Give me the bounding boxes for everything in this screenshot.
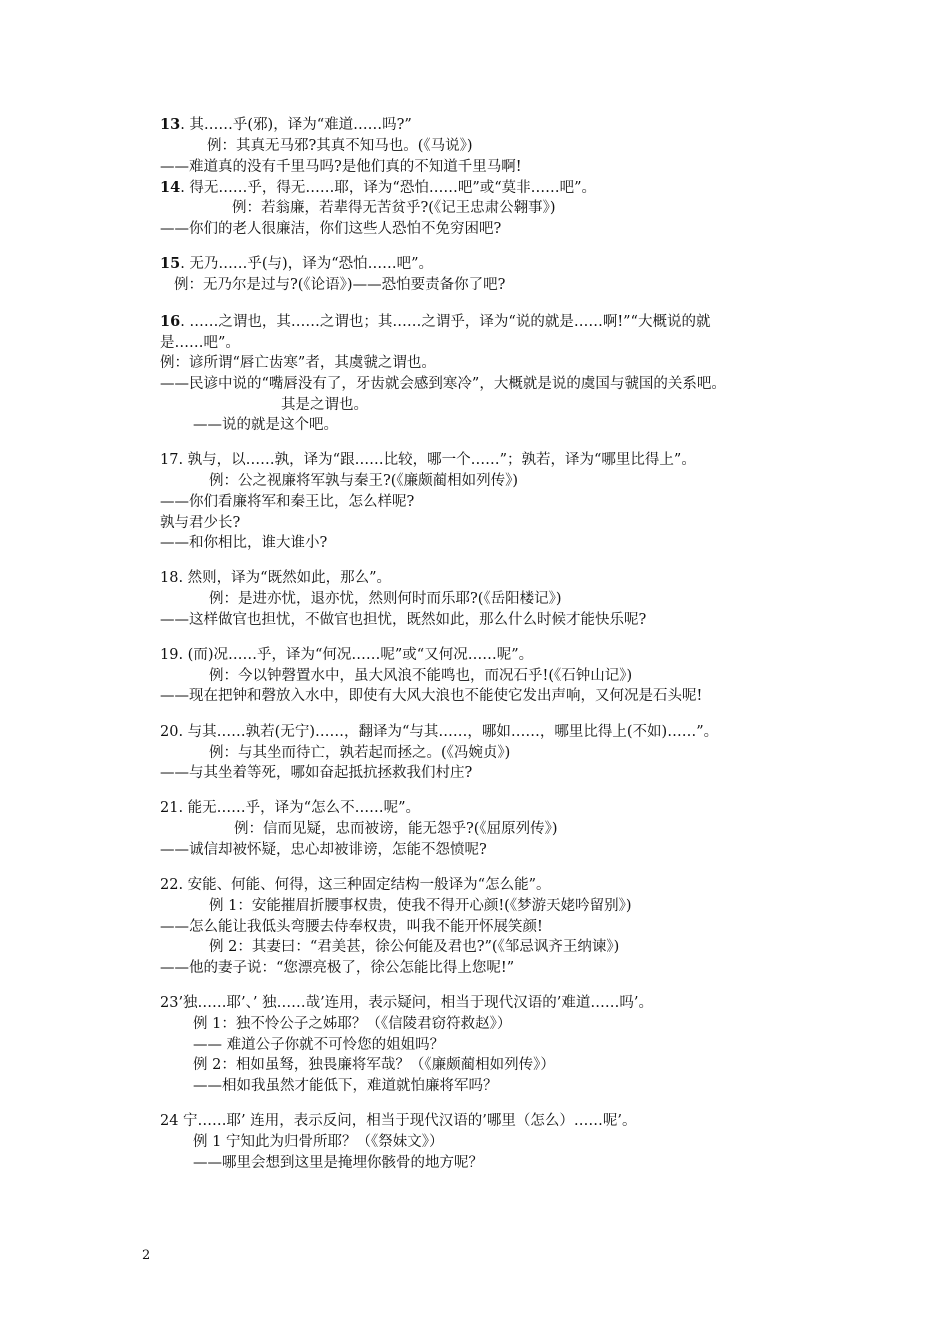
item-14-heading: 14. 得无……乎，得无……耶，译为“恐怕……吧”或“莫非……吧”。 [160, 179, 597, 196]
example-line: 例：公之视廉将军孰与秦王?(《廉颇蔺相如列传》) [209, 473, 519, 489]
example-line: 例：其真无马邪?其真不知马也。(《马说》) [207, 138, 473, 154]
item-16-heading: 16. ……之谓也，其……之谓也；其……之谓乎，译为“说的就是……啊!”“大概说的就 [160, 313, 711, 330]
item-19-heading: 19. (而)况……乎，译为“何况……呢”或“又何况……呢”。 [160, 647, 534, 663]
translation-line: ——你们的老人很廉洁，你们这些人恐怕不免穷困吧? [160, 221, 502, 237]
translation-line: ——民谚中说的“嘴唇没有了，牙齿就会感到寒冷”，大概就是说的虞国与虢国的关系吧。 [160, 376, 726, 392]
translation-line: ——难道真的没有千里马吗?是他们真的不知道千里马啊! [160, 159, 522, 175]
item-16-heading-cont: 是……吧”。 [160, 335, 240, 351]
example-line: 例 1：安能摧眉折腰事权贵，使我不得开心颜!(《梦游天姥吟留别》) [209, 898, 632, 914]
translation-line: ——哪里会想到这里是掩埋你骸骨的地方呢？ [193, 1155, 483, 1171]
example-line: 例：是进亦忧，退亦忧，然则何时而乐耶?(《岳阳楼记》) [209, 591, 562, 607]
example-line: 例：信而见疑，忠而被谤，能无怨乎?(《屈原列传》) [234, 821, 558, 837]
translation-line: ——相如我虽然才能低下，难道就怕廉将军吗？ [193, 1078, 498, 1094]
example-line: 例：与其坐而待亡，孰若起而拯之。(《冯婉贞》) [209, 745, 511, 761]
item-22-heading: 22. 安能、何能、何得，这三种固定结构一般译为“怎么能”。 [160, 877, 551, 893]
item-20-heading: 20. 与其……孰若(无宁)……，翻译为“与其……，哪如……，哪里比得上(不如)……”。 [160, 724, 719, 740]
item-13-heading: 13. 其……乎(邪)，译为“难道……吗?” [160, 116, 412, 133]
example-line: 例 1 宁知此为归骨所耶？（《祭妹文》） [193, 1134, 444, 1150]
example-line: 例：若翁廉，若辈得无苦贫乎?(《记王忠肃公翱事》) [232, 200, 556, 216]
translation-line: —— 难道公子你就不可怜您的姐姐吗？ [193, 1037, 445, 1053]
translation-line: ——他的妻子说：“您漂亮极了，徐公怎能比得上您呢!” [160, 960, 515, 976]
item-21-heading: 21. 能无……乎，译为“怎么不……呢”。 [160, 800, 420, 816]
translation-line: ——怎么能让我低头弯腰去侍奉权贵，叫我不能开怀展笑颜! [160, 919, 543, 935]
translation-line: ——诚信却被怀疑，忠心却被诽谤，怎能不怨愤呢? [160, 842, 487, 858]
example-line: 例 2：相如虽驽，独畏廉将军哉？（《廉颇蔺相如列传》） [193, 1057, 555, 1073]
translation-line: ——你们看廉将军和秦王比，怎么样呢? [160, 494, 415, 510]
item-24-heading: 24 宁……耶’ 连用，表示反问，相当于现代汉语的’哪里（怎么）……呢’。 [160, 1113, 637, 1129]
example-line: 例 2：其妻曰：“君美甚，徐公何能及君也?”(《邹忌讽齐王纳谏》) [209, 939, 620, 955]
translation-line: ——和你相比，谁大谁小? [160, 535, 328, 551]
item-15-heading: 15. 无乃……乎(与)，译为“恐怕……吧”。 [160, 255, 434, 272]
item-23-heading: 23’独……耶’、’ 独……哉’连用，表示疑问，相当于现代汉语的’难道……吗’。 [160, 995, 653, 1011]
translation-line: ——现在把钟和磬放入水中，即使有大风大浪也不能使它发出声响，又何况是石头呢! [160, 688, 703, 704]
example-line: 孰与君少长? [160, 515, 241, 531]
translation-line: ——与其坐着等死，哪如奋起抵抗拯救我们村庄? [160, 765, 473, 781]
example-line: 其是之谓也。 [281, 397, 368, 413]
example-line: 例 1：独不怜公子之姊耶？（《信陵君窃符救赵》） [193, 1016, 512, 1032]
example-line: 例：无乃尔是过与?(《论语》)——恐怕要责备你了吧? [174, 277, 506, 293]
example-line: 例：今以钟磬置水中，虽大风浪不能鸣也，而况石乎!(《石钟山记》) [209, 668, 633, 684]
item-17-heading: 17. 孰与，以……孰，译为“跟……比较，哪一个……”；孰若，译为“哪里比得上”。 [160, 452, 696, 468]
item-18-heading: 18. 然则，译为“既然如此，那么”。 [160, 570, 391, 586]
example-line: 例：谚所谓“唇亡齿寒”者，其虞虢之谓也。 [160, 355, 436, 371]
translation-line: ——这样做官也担忧，不做官也担忧，既然如此，那么什么时候才能快乐呢? [160, 612, 647, 628]
page-number: 2 [142, 1248, 151, 1263]
translation-line: ——说的就是这个吧。 [193, 417, 338, 433]
